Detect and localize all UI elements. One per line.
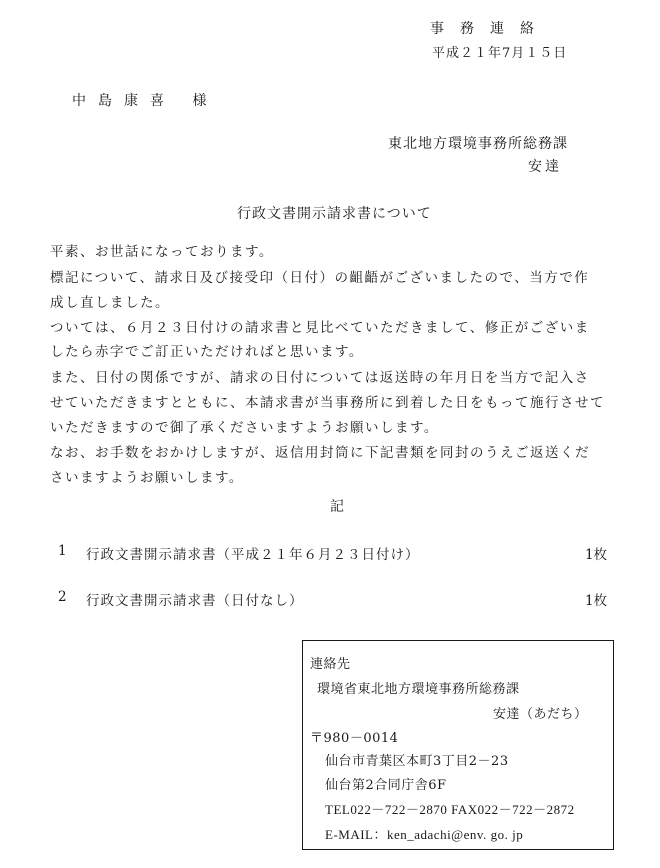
enclosure-number: 1 [58, 543, 67, 559]
contact-organization: 環境省東北地方環境事務所総務課 [317, 682, 520, 697]
document-date: 平成２１年7月１５日 [432, 46, 568, 61]
contact-label: 連絡先 [310, 657, 351, 672]
sender-organization: 東北地方環境事務所総務課 [388, 136, 568, 152]
sender-name: 安達 [528, 159, 562, 175]
document-type: 事務連絡 [430, 21, 550, 37]
body-line: いただきますので御了承くださいますようお願いします。 [50, 420, 439, 436]
contact-email: E-MAIL：ken_adachi@env. go. jp [325, 827, 524, 842]
contact-address: 仙台市青葉区本町3丁目2－23 [325, 754, 509, 769]
enclosure-number: 2 [58, 589, 67, 605]
contact-box [302, 640, 614, 850]
enclosure-count: 1枚 [585, 593, 608, 609]
body-line: したら赤字でご訂正いただければと思います。 [50, 344, 364, 360]
body-line: 標記について、請求日及び接受印（日付）の齟齬がございましたので、当方で作 [50, 270, 590, 286]
contact-phone-fax: TEL022－722－2870 FAX022－722－2872 [325, 802, 575, 817]
body-line: せていただきますとともに、本請求書が当事務所に到着した日をもって施行させて [50, 395, 605, 411]
contact-building: 仙台第2合同庁舎6F [325, 778, 447, 793]
body-line: 成し直しました。 [50, 295, 170, 311]
ki-heading: 記 [330, 499, 344, 515]
recipient-name: 中島康喜 様 [72, 93, 219, 109]
body-line: 平素、お世話になっております。 [50, 244, 274, 260]
enclosure-title: 行政文書開示請求書（平成２１年６月２３日付け） [86, 547, 420, 563]
document-subject: 行政文書開示請求書について [237, 206, 432, 222]
enclosure-title: 行政文書開示請求書（日付なし） [86, 593, 304, 609]
contact-name: 安達（あだち） [493, 707, 588, 722]
body-line: また、日付の関係ですが、請求の日付については返送時の年月日を当方で記入さ [50, 370, 590, 386]
body-line: さいますようお願いします。 [50, 470, 244, 486]
body-line: なお、お手数をおかけしますが、返信用封筒に下記書類を同封のうえご返送くだ [50, 445, 590, 461]
enclosure-count: 1枚 [585, 547, 608, 563]
contact-postal-code: 〒980－0014 [310, 731, 399, 746]
body-line: ついては、６月２３日付けの請求書と見比べていただきまして、修正がございま [50, 320, 590, 336]
